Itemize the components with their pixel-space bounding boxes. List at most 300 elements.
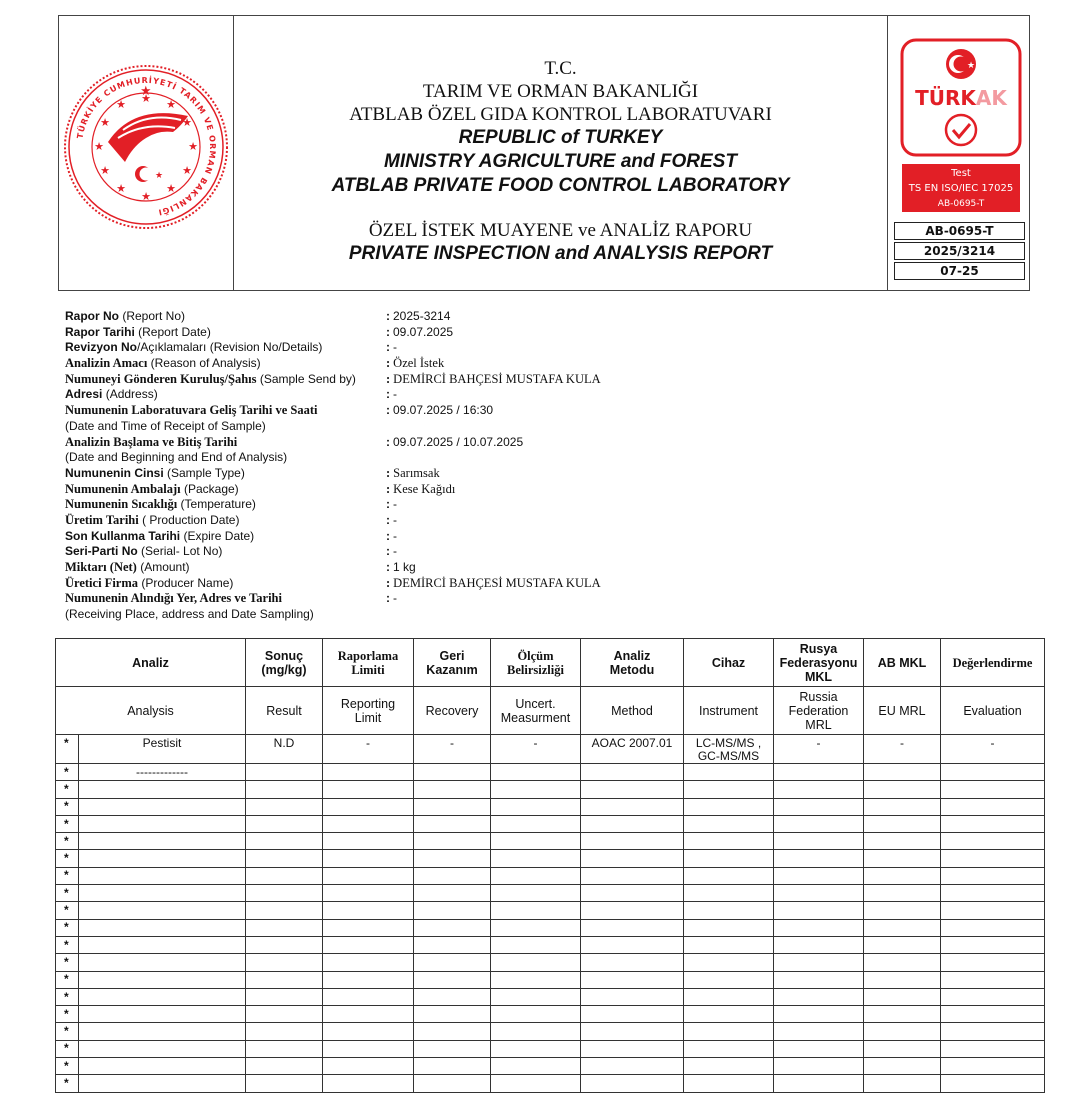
table-cell — [491, 971, 581, 988]
table-cell — [684, 1023, 774, 1040]
info-label — [65, 450, 287, 466]
info-value — [386, 560, 416, 576]
table-row-empty — [56, 1040, 1045, 1057]
info-row — [65, 325, 765, 341]
table-cell — [414, 850, 491, 867]
info-value — [386, 340, 397, 356]
table-cell — [864, 867, 941, 884]
info-row — [65, 450, 765, 466]
info-label — [65, 356, 261, 372]
colon: : — [386, 591, 390, 606]
table-cell — [774, 867, 864, 884]
table-cell — [864, 850, 941, 867]
info-label-english: ( Production Date) — [138, 512, 240, 527]
table-cell — [864, 781, 941, 798]
table-cell — [581, 885, 684, 902]
table-cell — [414, 902, 491, 919]
row-marker: * — [56, 850, 79, 867]
table-cell — [491, 1075, 581, 1092]
row-marker: * — [56, 867, 79, 884]
table-row-empty — [56, 1023, 1045, 1040]
row-marker: * — [56, 781, 79, 798]
row-marker: * — [56, 1023, 79, 1040]
table-cell — [79, 1040, 246, 1057]
table-cell — [323, 954, 414, 971]
info-label-english: (Package) — [180, 481, 239, 496]
table-cell — [323, 833, 414, 850]
info-row — [65, 560, 765, 576]
table-cell — [774, 988, 864, 1005]
table-cell — [414, 781, 491, 798]
table-cell — [246, 867, 323, 884]
table-row-empty — [56, 1006, 1045, 1023]
info-label-bold: Revizyon No — [65, 340, 138, 355]
colon: : — [386, 575, 391, 590]
table-row-empty — [56, 936, 1045, 953]
table-cell — [774, 954, 864, 971]
table-cell — [581, 988, 684, 1005]
table-cell — [941, 902, 1045, 919]
info-value-text: Özel İstek — [393, 356, 445, 371]
table-cell — [491, 936, 581, 953]
info-row — [65, 356, 765, 372]
info-label-bold: Adresi — [65, 387, 103, 402]
table-cell — [941, 919, 1045, 936]
info-value — [386, 372, 601, 388]
table-cell — [491, 902, 581, 919]
table-cell: - — [414, 735, 491, 764]
svg-text:★: ★ — [100, 164, 110, 177]
table-cell — [774, 798, 864, 815]
info-label-english: (Temperature) — [177, 497, 256, 512]
info-value — [386, 544, 397, 560]
info-row — [65, 372, 765, 388]
table-cell — [246, 798, 323, 815]
colon: : — [386, 309, 390, 323]
table-cell — [864, 764, 941, 781]
table-row — [56, 735, 1045, 764]
svg-text:TS EN ISO/IEC 17025: TS EN ISO/IEC 17025 — [908, 183, 1014, 194]
info-value — [386, 309, 450, 325]
table-cell — [774, 885, 864, 902]
svg-text:★: ★ — [166, 98, 176, 111]
table-cell — [941, 815, 1045, 832]
header-cell-en: Method — [581, 687, 684, 735]
table-row-empty — [56, 1075, 1045, 1092]
table-cell — [323, 1006, 414, 1023]
table-cell — [941, 798, 1045, 815]
table-cell — [774, 781, 864, 798]
table-cell — [246, 1023, 323, 1040]
turkak-accreditation-logo — [900, 38, 1022, 233]
report-title-en: PRIVATE INSPECTION and ANALYSIS REPORT — [348, 243, 773, 264]
table-cell — [79, 971, 246, 988]
table-cell — [941, 885, 1045, 902]
table-cell: Pestisit — [79, 735, 246, 764]
table-cell — [941, 781, 1045, 798]
info-label — [65, 482, 239, 498]
info-label-english: (Address) — [102, 387, 158, 402]
table-cell — [684, 798, 774, 815]
svg-text:★: ★ — [182, 116, 192, 129]
table-cell — [774, 1075, 864, 1092]
table-cell — [414, 1058, 491, 1075]
header-cell-en: Russia Federation MRL — [774, 687, 864, 735]
row-marker: * — [56, 971, 79, 988]
header-cell-en: Result — [246, 687, 323, 735]
info-label-bold: Üretim Tarihi — [65, 512, 139, 527]
header-cell-en: EU MRL — [864, 687, 941, 735]
table-cell — [684, 867, 774, 884]
header-cell-en: Instrument — [684, 687, 774, 735]
header-cell-tr: Analiz Metodu — [581, 639, 684, 687]
header-cell-tr: Raporlama Limiti — [323, 639, 414, 687]
header-titles — [234, 16, 887, 290]
table-cell — [684, 1075, 774, 1092]
table-cell — [323, 815, 414, 832]
colon: : — [386, 371, 391, 386]
header-cell-tr: Geri Kazanım — [414, 639, 491, 687]
svg-text:★: ★ — [100, 116, 110, 129]
table-cell — [246, 850, 323, 867]
svg-text:★: ★ — [141, 92, 151, 105]
table-cell — [414, 764, 491, 781]
info-label-english: (Producer Name) — [138, 575, 234, 590]
table-cell — [684, 1040, 774, 1057]
svg-text:★: ★ — [166, 182, 176, 195]
info-value-text: 09.07.2025 / 16:30 — [393, 403, 494, 418]
colon: : — [386, 497, 390, 512]
info-value-text: - — [393, 387, 397, 402]
info-label — [65, 544, 222, 560]
header-cell-tr: Rusya Federasyonu MKL — [774, 639, 864, 687]
accreditation-code: AB-0695-T — [894, 222, 1025, 240]
info-label-bold: Rapor No — [65, 309, 119, 323]
table-cell — [79, 867, 246, 884]
table-cell — [581, 781, 684, 798]
table-cell — [581, 850, 684, 867]
header-cell-tr: Sonuç (mg/kg) — [246, 639, 323, 687]
table-row-empty — [56, 781, 1045, 798]
info-value — [386, 576, 601, 592]
table-cell — [323, 1040, 414, 1057]
row-marker: * — [56, 764, 79, 781]
info-value — [386, 529, 397, 545]
table-cell: - — [941, 735, 1045, 764]
info-label — [65, 419, 266, 435]
colon: : — [386, 481, 391, 496]
table-cell — [323, 781, 414, 798]
table-cell — [246, 1006, 323, 1023]
info-value-text: 09.07.2025 — [393, 324, 454, 339]
header-cell-tr: Değerlendirme — [941, 639, 1045, 687]
table-cell — [684, 988, 774, 1005]
report-header — [58, 15, 1030, 291]
table-cell — [864, 815, 941, 832]
table-cell — [246, 919, 323, 936]
table-cell — [79, 781, 246, 798]
table-cell — [864, 1075, 941, 1092]
colon: : — [386, 528, 390, 543]
table-cell: AOAC 2007.01 — [581, 735, 684, 764]
table-cell — [774, 815, 864, 832]
table-cell — [684, 885, 774, 902]
table-row-empty — [56, 867, 1045, 884]
table-cell — [79, 954, 246, 971]
table-cell — [491, 781, 581, 798]
table-cell — [581, 833, 684, 850]
table-cell — [79, 850, 246, 867]
svg-text:★: ★ — [116, 98, 126, 111]
info-row — [65, 591, 765, 607]
info-label-bold: Numuneyi Gönderen Kuruluş/Şahıs — [65, 371, 257, 386]
info-label-english: (Report No) — [119, 309, 186, 323]
info-label-english: (Serial- Lot No) — [137, 544, 223, 559]
table-cell — [491, 798, 581, 815]
svg-text:TÜRKAK: TÜRKAK — [915, 86, 1007, 110]
colon: : — [386, 512, 390, 527]
table-cell — [581, 1040, 684, 1057]
table-cell — [941, 1040, 1045, 1057]
svg-text:★: ★ — [94, 140, 104, 153]
table-cell — [246, 1040, 323, 1057]
info-row — [65, 419, 765, 435]
header-cell-tr: AB MKL — [864, 639, 941, 687]
table-cell — [684, 833, 774, 850]
info-label — [65, 591, 282, 607]
row-marker: * — [56, 815, 79, 832]
table-cell — [79, 885, 246, 902]
table-row-empty — [56, 954, 1045, 971]
table-cell — [491, 1058, 581, 1075]
table-cell — [941, 971, 1045, 988]
info-row — [65, 529, 765, 545]
table-cell — [864, 798, 941, 815]
info-row — [65, 340, 765, 356]
info-value-text: 09.07.2025 / 10.07.2025 — [393, 434, 524, 449]
row-marker: * — [56, 833, 79, 850]
table-cell — [414, 798, 491, 815]
info-row — [65, 544, 765, 560]
info-label — [65, 529, 254, 545]
table-cell: LC-MS/MS , GC-MS/MS — [684, 735, 774, 764]
row-marker: * — [56, 902, 79, 919]
table-cell — [79, 1058, 246, 1075]
analysis-table — [55, 638, 1045, 1093]
info-value-text: 2025-3214 — [393, 309, 451, 323]
info-value-text: Kese Kağıdı — [393, 481, 456, 496]
table-cell — [323, 1075, 414, 1092]
info-label — [65, 403, 317, 419]
info-label-bold: Numunenin Laboratuvara Geliş Tarihi ve Saati — [65, 403, 318, 418]
info-label-bold: Analizin Amacı — [65, 356, 148, 371]
table-cell — [323, 850, 414, 867]
info-label-english: (Date and Time of Receipt of Sample) — [65, 418, 266, 433]
table-cell — [323, 1058, 414, 1075]
table-row-empty — [56, 798, 1045, 815]
info-label — [65, 387, 158, 403]
sample-info-list — [65, 309, 765, 623]
info-row — [65, 403, 765, 419]
table-cell — [864, 1040, 941, 1057]
table-cell: - — [774, 735, 864, 764]
period-code: 07-25 — [894, 262, 1025, 280]
row-marker: * — [56, 919, 79, 936]
info-row — [65, 513, 765, 529]
table-cell — [864, 919, 941, 936]
table-cell — [323, 867, 414, 884]
colon: : — [386, 340, 390, 355]
table-cell — [684, 850, 774, 867]
info-value-text: - — [393, 544, 397, 559]
row-marker: * — [56, 1058, 79, 1075]
table-cell — [864, 902, 941, 919]
table-cell — [414, 1023, 491, 1040]
table-cell — [491, 919, 581, 936]
table-cell — [79, 815, 246, 832]
header-cell-en: Recovery — [414, 687, 491, 735]
svg-text:★: ★ — [116, 182, 126, 195]
table-row-empty — [56, 971, 1045, 988]
table-cell — [79, 833, 246, 850]
info-value-text: Sarımsak — [393, 465, 440, 480]
table-cell — [323, 885, 414, 902]
table-cell — [246, 833, 323, 850]
table-cell — [774, 936, 864, 953]
info-value — [386, 497, 397, 513]
info-value-text: DEMİRCİ BAHÇESİ MUSTAFA KULA — [393, 371, 601, 386]
table-cell — [491, 1023, 581, 1040]
table-cell — [491, 764, 581, 781]
table-cell — [864, 971, 941, 988]
table-cell — [414, 936, 491, 953]
info-value-text: 1 kg — [393, 560, 416, 574]
info-label-english: /Açıklamaları (Revision No/Details) — [137, 340, 323, 355]
info-value — [386, 482, 455, 498]
info-value — [386, 403, 493, 419]
table-cell — [414, 988, 491, 1005]
colon: : — [386, 324, 390, 339]
info-label — [65, 435, 237, 451]
table-cell — [684, 781, 774, 798]
table-cell — [864, 1058, 941, 1075]
table-cell — [774, 1058, 864, 1075]
table-cell — [246, 885, 323, 902]
header-ministry-tr: TARIM VE ORMAN BAKANLIĞI — [422, 81, 699, 102]
svg-text:TÜRKİYE CUMHURİYETİ TARIM VE O: TÜRKİYE CUMHURİYETİ TARIM VE ORMAN BAKANLIĞI — [75, 75, 218, 217]
table-cell — [581, 798, 684, 815]
table-cell — [491, 867, 581, 884]
info-label — [65, 466, 245, 482]
info-label-bold: Seri-Parti No — [65, 544, 138, 559]
info-label-bold: Miktarı (Net) — [65, 560, 137, 574]
table-cell — [79, 936, 246, 953]
row-marker: * — [56, 1006, 79, 1023]
info-label — [65, 497, 256, 513]
table-cell — [941, 954, 1045, 971]
info-label-bold: Rapor Tarihi — [65, 324, 135, 339]
table-cell — [941, 1006, 1045, 1023]
table-cell — [491, 988, 581, 1005]
info-label-english: (Expire Date) — [180, 528, 255, 543]
info-label-english: (Reason of Analysis) — [147, 356, 261, 371]
colon: : — [386, 544, 390, 559]
table-header-en — [56, 687, 1045, 735]
colon: : — [386, 465, 391, 480]
table-cell — [491, 833, 581, 850]
table-cell — [581, 867, 684, 884]
info-value — [386, 466, 440, 482]
table-cell — [864, 833, 941, 850]
header-cell-en: Evaluation — [941, 687, 1045, 735]
table-cell — [323, 971, 414, 988]
table-cell — [774, 850, 864, 867]
info-value-text: - — [393, 497, 397, 512]
info-label-bold: Üretici Firma — [65, 575, 138, 590]
info-value — [386, 387, 397, 403]
info-label — [65, 513, 239, 529]
header-lab-en: ATBLAB PRIVATE FOOD CONTROL LABORATORY — [331, 175, 790, 196]
table-cell — [774, 1040, 864, 1057]
info-label-english: (Amount) — [136, 560, 190, 574]
header-cell-tr: Ölçüm Belirsizliği — [491, 639, 581, 687]
table-row-empty — [56, 988, 1045, 1005]
info-value-text: - — [393, 591, 397, 606]
table-cell — [246, 764, 323, 781]
table-cell — [246, 971, 323, 988]
table-cell: - — [323, 735, 414, 764]
colon: : — [386, 434, 390, 449]
table-cell — [864, 988, 941, 1005]
table-cell — [79, 798, 246, 815]
table-cell: - — [864, 735, 941, 764]
info-value-text: - — [393, 528, 397, 543]
table-cell — [774, 833, 864, 850]
table-cell — [774, 764, 864, 781]
table-cell — [246, 902, 323, 919]
header-cell-en: Uncert. Measurment — [491, 687, 581, 735]
table-cell — [581, 971, 684, 988]
table-cell — [323, 919, 414, 936]
table-cell — [491, 1040, 581, 1057]
table-cell — [414, 1040, 491, 1057]
accreditation-cell — [887, 16, 1029, 290]
info-value-text: DEMİRCİ BAHÇESİ MUSTAFA KULA — [393, 575, 601, 590]
table-row-empty — [56, 850, 1045, 867]
table-cell — [774, 1006, 864, 1023]
table-cell — [414, 833, 491, 850]
table-cell — [581, 902, 684, 919]
info-row — [65, 607, 765, 623]
table-cell — [79, 988, 246, 1005]
table-cell — [864, 1023, 941, 1040]
table-cell — [414, 885, 491, 902]
table-cell — [684, 815, 774, 832]
table-cell — [684, 1006, 774, 1023]
info-row — [65, 435, 765, 451]
info-label-english: (Receiving Place, address and Date Sampling) — [65, 607, 314, 622]
info-row — [65, 466, 765, 482]
info-label-bold: Analizin Başlama ve Bitiş Tarihi — [65, 434, 238, 449]
table-cell — [941, 1075, 1045, 1092]
info-label-english: (Sample Type) — [163, 465, 245, 480]
table-cell — [684, 954, 774, 971]
row-marker: * — [56, 1040, 79, 1057]
table-cell — [684, 764, 774, 781]
colon: : — [386, 387, 390, 402]
report-title-tr: ÖZEL İSTEK MUAYENE ve ANALİZ RAPORU — [368, 220, 753, 241]
info-value — [386, 513, 397, 529]
